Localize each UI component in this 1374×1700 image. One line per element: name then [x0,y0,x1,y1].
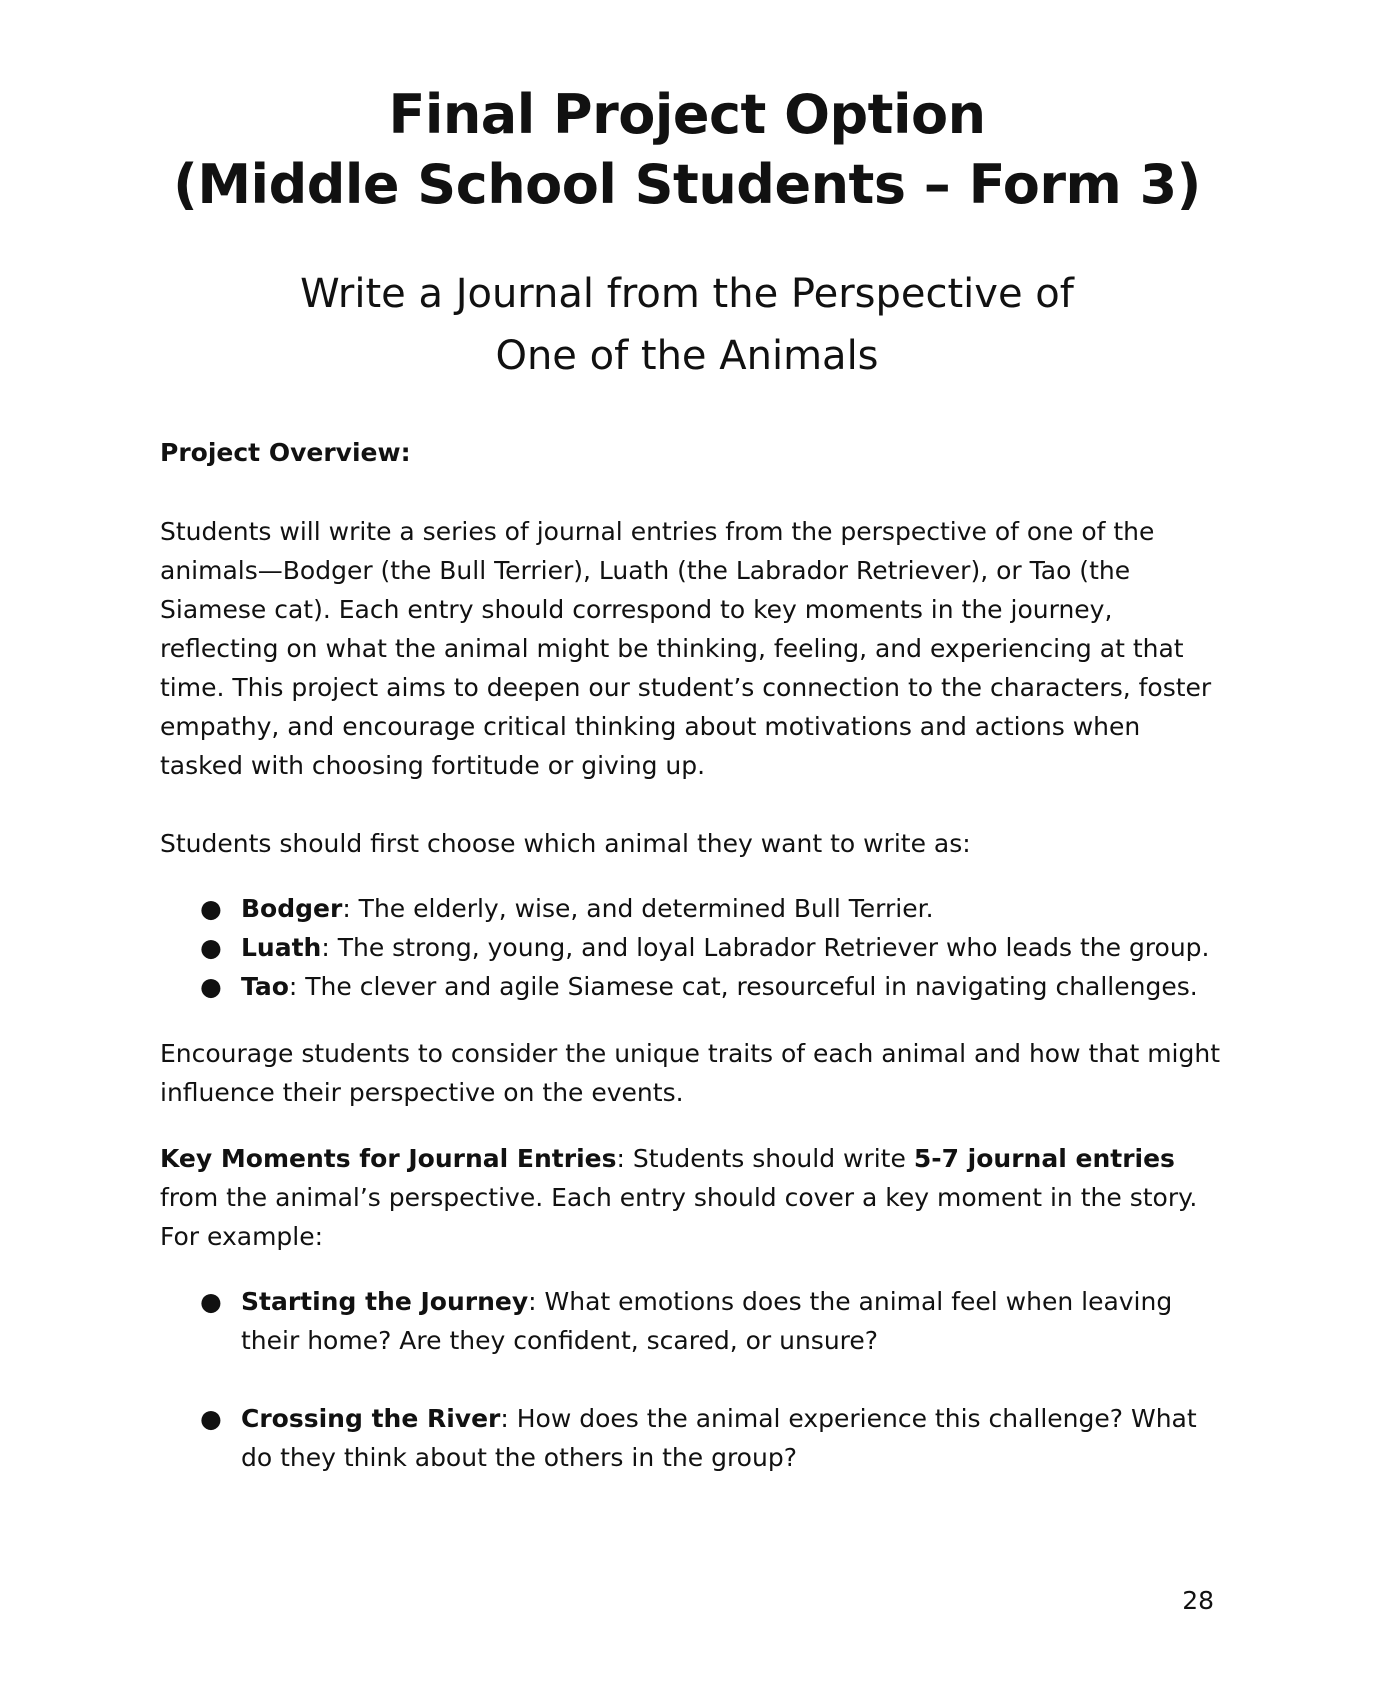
page-subtitle [0,263,1374,387]
choose-animal-intro: Students should first choose which animal they want to write as: [160,829,971,858]
key-moments-count: 5-7 journal entries [913,1144,1175,1173]
animal-description: : The strong, young, and loyal Labrador Retriever who leads the group. [321,933,1210,962]
moment-name: Starting the Journey [241,1287,529,1316]
encourage-paragraph: Encourage students to consider the unique traits of each animal and how that might influence their perspective on the events. [160,1039,1221,1107]
title-line-2: (Middle School Students – Form 3) [173,153,1201,216]
list-item [200,928,1220,967]
key-moments-text-before: : Students should write [616,1144,914,1173]
key-moments-label: Key Moments for Journal Entries [160,1144,617,1173]
bullet-icon: ● [200,933,222,962]
page-number: 28 [1182,1586,1214,1615]
moment-name: Crossing the River [241,1404,501,1433]
page-title [0,80,1374,220]
list-item [200,967,1220,1006]
subtitle-line-2: One of the Animals [495,333,879,379]
animal-name: Luath [241,933,322,962]
key-moments-paragraph [160,1139,1220,1256]
moment-description: : What emotions does the animal feel when leaving their home? Are they confident, scared, or unsure? [241,1287,1173,1355]
key-moments-list [200,1282,1220,1516]
bullet-icon: ● [200,894,222,923]
bullet-icon: ● [200,1404,222,1433]
list-item [200,1399,1220,1477]
key-moments-text-after: from the animal’s perspective. Each entry should cover a key moment in the story. For example: [160,1183,1198,1251]
overview-heading: Project Overview: [160,438,411,467]
animal-description: : The clever and agile Siamese cat, resourceful in navigating challenges. [288,972,1198,1001]
overview-paragraph: Students will write a series of journal entries from the perspective of one of the animals—Bodger (the Bull Terrier), Luath (the Labrador Retriever), or Tao (the Siamese cat). Each entry should correspond to key moments in the journey, reflecting on what the animal might be thinking, feeling, and experiencing at that time. This project aims to deepen our student’s connection to the characters, foster empathy, and encourage critical thinking about motivations and actions when tasked with choosing fortitude or giving up. [160,517,1212,780]
animal-name: Bodger [241,894,343,923]
list-item [200,1282,1220,1360]
moment-description: : How does the animal experience this challenge? What do they think about the others in the group? [241,1404,1197,1472]
animal-name: Tao [241,972,289,1001]
subtitle-line-1: Write a Journal from the Perspective of [300,271,1074,317]
list-item [200,889,1220,928]
bullet-icon: ● [200,972,222,1001]
animal-list [200,889,1220,1006]
bullet-icon: ● [200,1287,222,1316]
animal-description: : The elderly, wise, and determined Bull Terrier. [342,894,934,923]
title-line-1: Final Project Option [388,83,986,146]
